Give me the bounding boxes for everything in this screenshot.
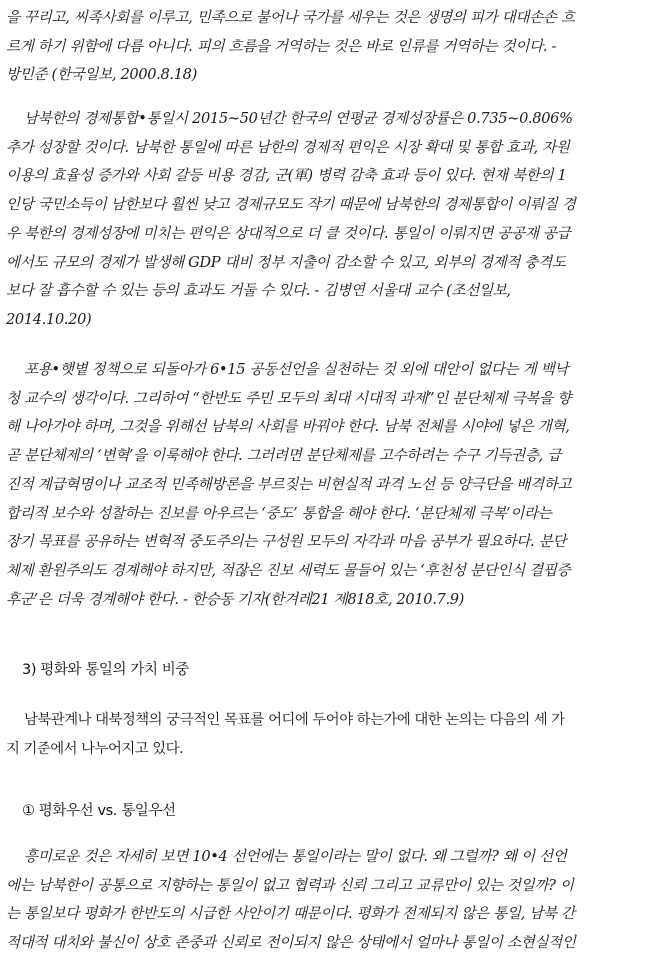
- quote-paragraph-bloodline: [6, 4, 656, 90]
- text-line: 는 통일보다 평화가 한반도의 시급한 사안이기 때문이다. 평화가 전제되지 않은 통일, 남북 간: [6, 905, 575, 923]
- subsection-heading: ① 평화우선 vs. 통일우선: [22, 803, 176, 819]
- text-line: 포용•햇볕 정책으로 되돌아가 6•15 공동선언을 실천하는 것 외에 대안이 없다는 게 백낙: [24, 361, 569, 378]
- text-line: 해 나아가야 하며, 그것을 위해선 남북의 사회를 바꿔야 한다. 남북 전체를 시야에 넣은 개혁,: [6, 418, 570, 436]
- text-line: 에서도 규모의 경제가 발생해 GDP 대비 정부 지출이 감소할 수 있고, 외부의 경제적 충격도: [6, 253, 566, 271]
- text-line: 곧 분단체제의 ‘변혁’을 이룩해야 한다. 그러려면 분단체제를 고수하려는 수구 기득권층, 급: [6, 447, 561, 465]
- text-line: 체제 환원주의도 경계해야 하지만, 적잖은 진보 세력도 물들어 있는 ‘후천성 분단인식 결핍증: [6, 561, 571, 579]
- text-line: 인당 국민소득이 남한보다 훨씬 낮고 경제규모도 작기 때문에 남북한의 경제통합이 이뤄질 경: [6, 196, 576, 214]
- quote-paragraph-economic-integration: [6, 105, 656, 335]
- text-line: 이용의 효율성 증가와 사회 갈등 비용 경감, 군(軍) 병력 감축 효과 등이 있다. 현재 북한의 1: [6, 167, 567, 185]
- text-line: 장기 목표를 공유하는 변혁적 중도주의는 구성원 모두의 자각과 마음 공부가 필요하다. 분단: [6, 533, 567, 551]
- text-line: 흥미로운 것은 자세히 보면 10•4 선언에는 통일이라는 말이 없다. 왜 그럴까? 왜 이 선언: [24, 848, 567, 865]
- text-line: 적대적 대치와 불신이 상호 존중과 신뢰로 전이되지 않은 상태에서 얼마나 통일이 소현실적인: [6, 934, 576, 952]
- text-line: 청 교수의 생각이다. 그리하여 “한반도 주민 모두의 최대 시대적 과제”인 분단체제 극복을 향: [6, 389, 571, 407]
- text-line: 르게 하기 위함에 다름 아니다. 피의 흐름을 거역하는 것은 바로 인류를 거역하는 것이다. -: [6, 37, 557, 55]
- section-heading: 3) 평화와 통일의 가치 비중: [22, 662, 189, 678]
- text-line: 진적 계급혁명이나 교조적 민족해방론을 부르짖는 비현실적 과격 노선 등 양극단을 배격하고: [6, 475, 572, 493]
- quote-paragraph-division-system: [6, 356, 656, 614]
- text-line: 합리적 보수와 성찰하는 진보를 아우르는 ‘중도’ 통합을 해야 한다. ‘분단체제 극복’이라는: [6, 504, 552, 522]
- text-line: 우 북한의 경제성장에 미치는 편익은 상대적으로 더 클 것이다. 통일이 이뤄지면 공공재 공급: [6, 224, 571, 242]
- intro-paragraph: [6, 706, 656, 763]
- text-line: 에는 남북한이 공통으로 지향하는 통일이 없고 협력과 신뢰 그리고 교류만이 있는 것일까? 이: [6, 876, 574, 894]
- text-line: 2014.10.20): [6, 310, 92, 328]
- quote-paragraph-oct4-declaration: [6, 843, 656, 958]
- text-line: 을 꾸리고, 씨족사회를 이루고, 민족으로 불어나 국가를 세우는 것은 생명의 피가 대대손손 흐: [6, 9, 575, 26]
- text-line: 보다 잘 흡수할 수 있는 등의 효과도 거둘 수 있다. - 김병연 서울대 교수 (조선일보,: [6, 282, 511, 300]
- text-line: 남북한의 경제통합•통일시 2015~50년간 한국의 연평균 경제성장률은 0.735~0.806%: [24, 110, 573, 127]
- text-line: 남북관계나 대북정책의 궁극적인 목표를 어디에 두어야 하는가에 대한 논의는 다음의 세 가: [24, 712, 565, 728]
- text-line: 지 기준에서 나누어지고 있다.: [6, 740, 184, 757]
- text-line: 후군’은 더욱 경계해야 한다. - 한승동 기자(한겨레21 제818호, 2010.7.9): [6, 590, 465, 608]
- text-line: 방민준 (한국일보, 2000.8.18): [6, 66, 197, 84]
- text-line: 추가 성장할 것이다. 남북한 통일에 따른 남한의 경제적 편익은 시장 확대 및 통합 효과, 자원: [6, 138, 570, 156]
